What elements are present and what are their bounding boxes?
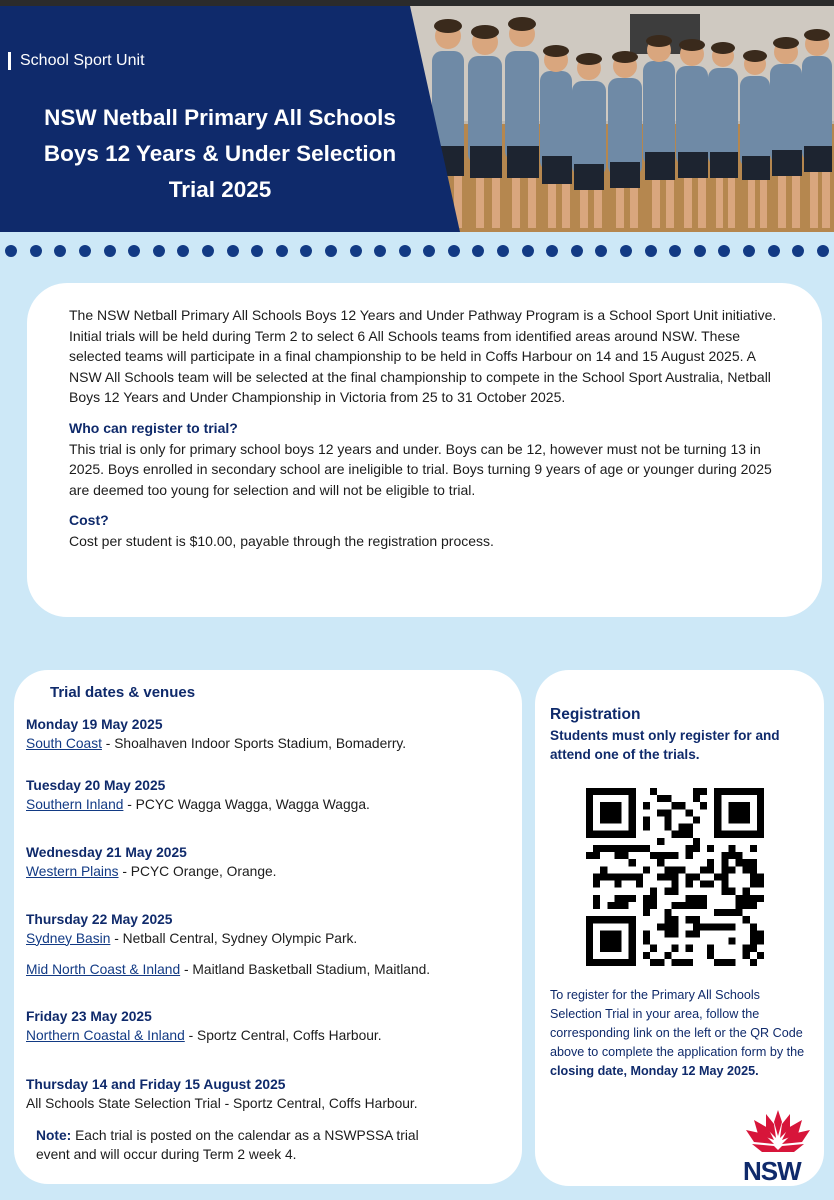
trial-region-link[interactable]: Western Plains [26,863,119,879]
divider-dot [694,245,706,257]
divider-dot [522,245,534,257]
divider-dot [669,245,681,257]
divider-dot [153,245,165,257]
divider-dot [30,245,42,257]
trial-day: Tuesday 20 May 2025 [26,778,166,793]
trial-entry [26,961,430,980]
divider-dot [620,245,632,257]
trial-region-link[interactable]: Southern Inland [26,796,124,812]
trial-note [36,1126,456,1164]
dot-divider [0,238,834,264]
divider-dot [645,245,657,257]
who-heading: Who can register to trial? [69,419,238,436]
trials-heading: Trial dates & venues [50,684,196,701]
trial-venue: - PCYC Wagga Wagga, Wagga Wagga. [123,796,370,812]
registration-warning: Students must only register for and attend one of the trials. [550,728,780,762]
trial-region-link[interactable]: South Coast [26,735,102,751]
header-banner [0,6,834,232]
title-line-3: Trial 2025 [168,177,272,202]
team-photo [400,6,834,232]
nsw-logo-text: NSW [743,1156,801,1186]
trial-entry [26,1076,418,1113]
trial-day: Thursday 22 May 2025 [26,912,173,927]
divider-dot [718,245,730,257]
trial-day: Wednesday 21 May 2025 [26,845,187,860]
divider-dot [325,245,337,257]
divider-dot [792,245,804,257]
trial-venue: - Sportz Central, Coffs Harbour. [184,1027,382,1043]
trial-venue: - PCYC Orange, Orange. [118,863,277,879]
divider-dot [817,245,829,257]
registration-instructions [550,986,815,1081]
trial-venue: - Shoalhaven Indoor Sports Stadium, Bomaderry. [101,735,407,751]
note-text: Each trial is posted on the calendar as a NSWPSSA trial event and will occur during Term 2 week 4. [36,1128,419,1162]
divider-dot [448,245,460,257]
trial-entry [26,911,357,948]
team-photo-illustration [400,6,834,232]
divider-dot [5,245,17,257]
divider-dot [399,245,411,257]
title-line-1: NSW Netball Primary All Schools [44,105,396,130]
intro-paragraph: The NSW Netball Primary All Schools Boys 12 Years and Under Pathway Program is a School Sport Unit initiative. Initial trials will be held during Term 2 to select 6 All Schools teams from identified areas around NSW. These selected teams will participate in a final championship to be held in Coffs Harbour on 14 and 15 August 2025. A NSW All Schools team will be selected at the final championship to compete in the School Sport Australia, Netball Boys 12 Years and Under Championship in Victoria from 25 to 31 October 2025. [69,307,777,406]
divider-dot [276,245,288,257]
trial-region-link[interactable]: Mid North Coast & Inland [26,962,181,977]
who-text: This trial is only for primary school boys 12 years and under. Boys can be 12, however must not be turning 13 in 2025. Boys enrolled in secondary school are ineligible to trial. Boys turning 9 years of age or younger during 2025 are deemed too young for selection and will not be eligible to trial. [69,440,772,498]
intro-card [27,283,822,617]
registration-heading: Registration [550,706,641,723]
divider-dot [497,245,509,257]
divider-dot [768,245,780,257]
divider-dot [104,245,116,257]
divider-dot [374,245,386,257]
unit-label: School Sport Unit [8,52,145,70]
trial-day: Friday 23 May 2025 [26,1009,152,1024]
trial-day: Monday 19 May 2025 [26,717,163,732]
divider-dot [571,245,583,257]
title-line-2: Boys 12 Years & Under Selection [43,141,397,166]
trial-region-link[interactable]: Sydney Basin [26,930,111,946]
divider-dot [423,245,435,257]
page-title [0,100,440,208]
trial-region-link[interactable]: Northern Coastal & Inland [26,1027,185,1043]
divider-dot [595,245,607,257]
cost-text: Cost per student is $10.00, payable through the registration process. [69,532,494,549]
divider-dot [743,245,755,257]
trial-venue: All Schools State Selection Trial - Sportz Central, Coffs Harbour. [26,1095,418,1111]
divider-dot [202,245,214,257]
cost-heading: Cost? [69,512,109,529]
trial-entry [26,1008,382,1045]
trial-day: Thursday 14 and Friday 15 August 2025 [26,1077,286,1092]
trial-entry [26,777,370,814]
divider-dot [300,245,312,257]
closing-date: closing date, Monday 12 May 2025. [550,1064,759,1078]
trial-entry [26,844,277,881]
divider-dot [546,245,558,257]
divider-dot [350,245,362,257]
trial-venue: - Netball Central, Sydney Olympic Park. [110,930,358,946]
divider-dot [54,245,66,257]
divider-dot [128,245,140,257]
qr-code-icon[interactable] [586,788,764,966]
divider-dot [227,245,239,257]
divider-dot [177,245,189,257]
note-label: Note: [36,1128,72,1143]
registration-text: To register for the Primary All Schools Selection Trial in your area, follow the corresponding link on the left or the QR Code above to complete the application form by the [550,988,805,1059]
registration-card [535,670,824,1186]
trial-venue: - Maitland Basketball Stadium, Maitland. [180,962,431,977]
divider-dot [472,245,484,257]
trial-entry [26,716,406,753]
divider-dot [251,245,263,257]
divider-dot [79,245,91,257]
